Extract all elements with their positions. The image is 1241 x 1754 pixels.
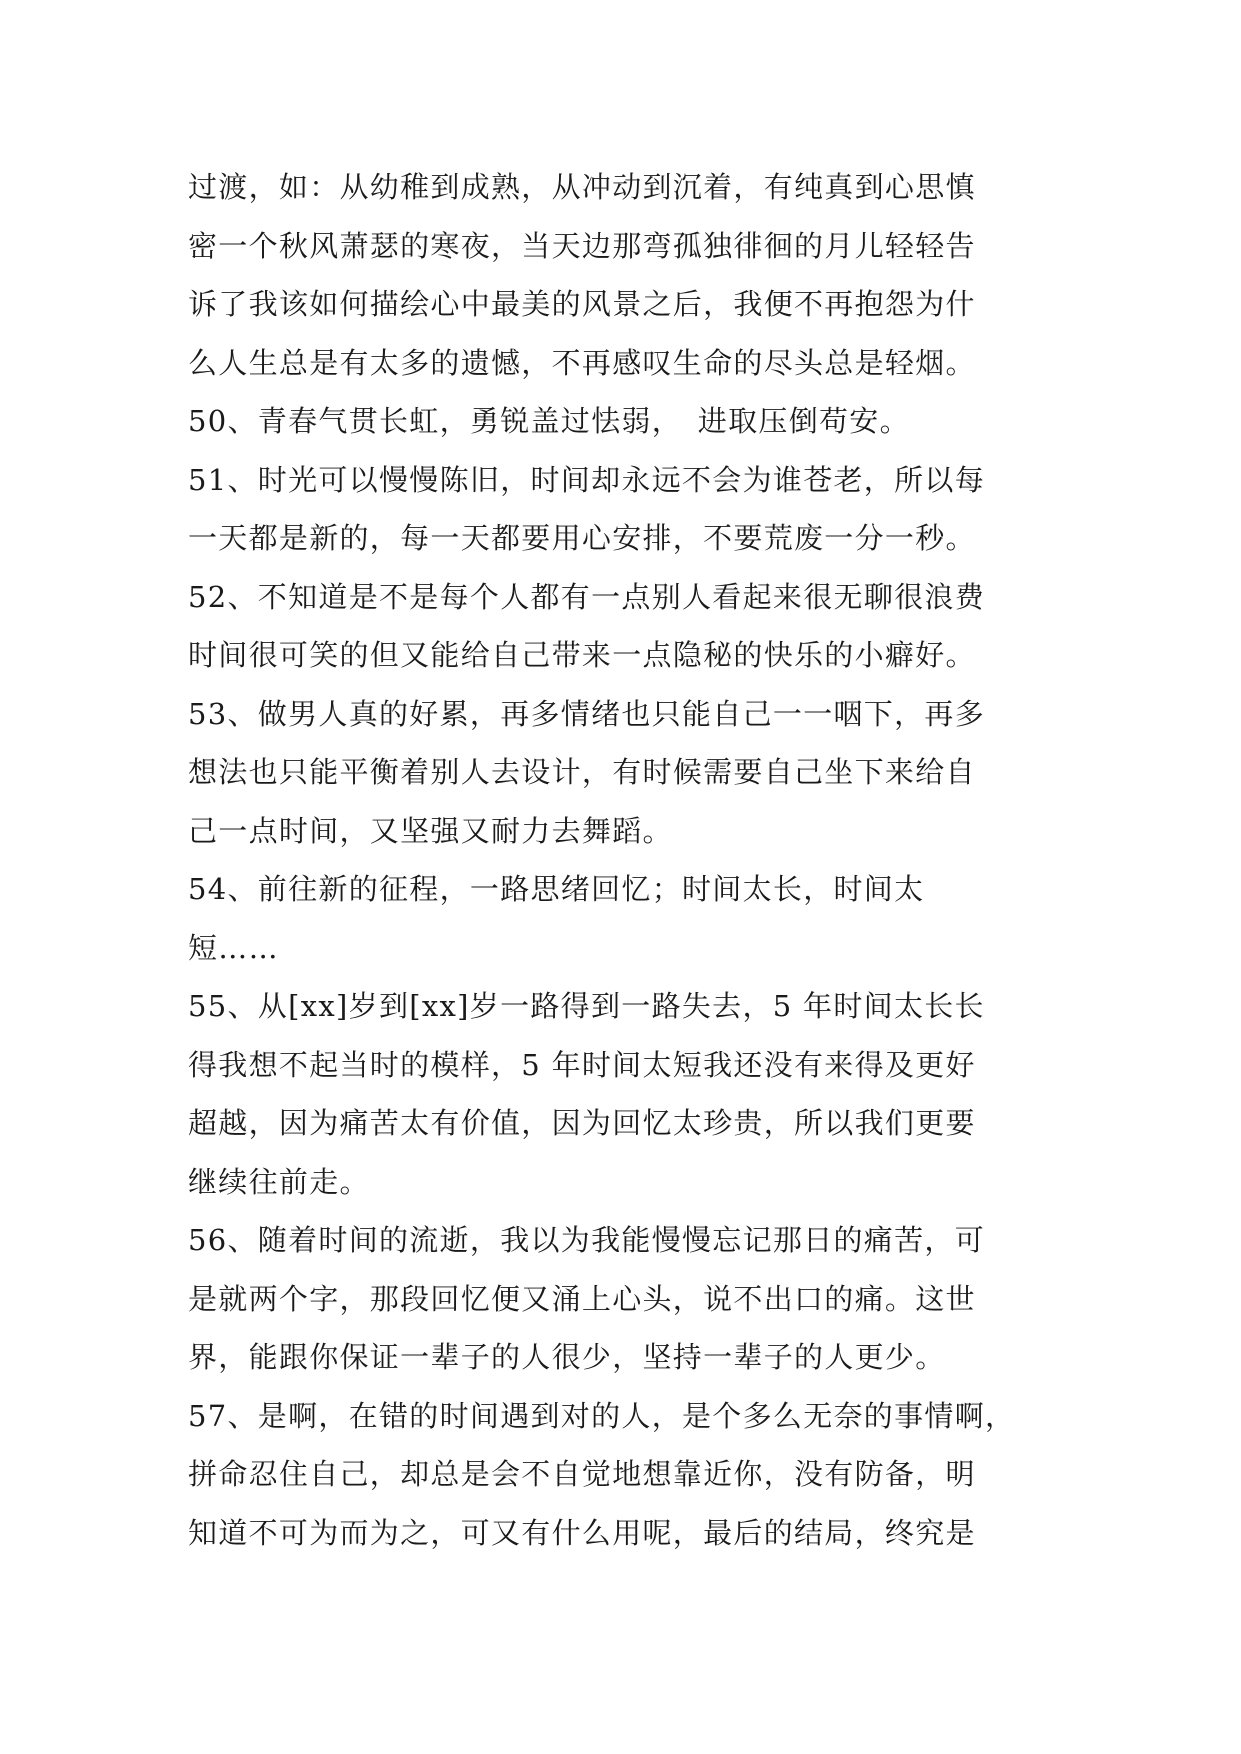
text-line: 诉了我该如何描绘心中最美的风景之后，我便不再抱怨为什	[188, 287, 976, 321]
text-line: 界，能跟你保证一辈子的人很少，坚持一辈子的人更少。	[188, 1340, 946, 1374]
text-line: 知道不可为而为之，可又有什么用呢，最后的结局，终究是	[188, 1515, 976, 1550]
text-line: 过渡，如：从幼稚到成熟，从冲动到沉着，有纯真到心思慎	[188, 170, 976, 204]
text-line: 时间很可笑的但又能给自己带来一点隐秘的快乐的小癖好。	[188, 638, 976, 672]
text-line: 己一点时间，又坚强又耐力去舞蹈。	[188, 813, 673, 848]
document-body	[188, 158, 1068, 1562]
text-line: 继续往前走。	[188, 1164, 370, 1199]
text-line: 么人生总是有太多的遗憾，不再感叹生命的尽头总是轻烟。	[188, 345, 976, 380]
text-line: 超越，因为痛苦太有价值，因为回忆太珍贵，所以我们更要	[188, 1106, 976, 1140]
text-line: 是就两个字，那段回忆便又涌上心头，说不出口的痛。这世	[188, 1281, 976, 1316]
text-line: 53、做男人真的好累，再多情绪也只能自己一一咽下，再多	[188, 696, 986, 731]
text-line: 50、青春气贯长虹，勇锐盖过怯弱， 进取压倒苟安。	[188, 404, 910, 438]
text-line: 57、是啊，在错的时间遇到对的人，是个多么无奈的事情啊，	[188, 1398, 1016, 1433]
text-line: 54、前往新的征程，一路思绪回忆；时间太长，时间太	[188, 872, 925, 906]
text-line: 52、不知道是不是每个人都有一点别人看起来很无聊很浪费	[188, 579, 986, 614]
text-line: 密一个秋风萧瑟的寒夜，当天边那弯孤独徘徊的月儿轻轻告	[188, 228, 976, 263]
text-line: 一天都是新的，每一天都要用心安排，不要荒废一分一秒。	[188, 521, 976, 555]
text-line: 想法也只能平衡着别人去设计，有时候需要自己坐下来给自	[188, 755, 976, 789]
text-line: 56、随着时间的流逝，我以为我能慢慢忘记那日的痛苦，可	[188, 1223, 986, 1257]
text-line: 55、从[xx]岁到[xx]岁一路得到一路失去，5 年时间太长长	[188, 989, 985, 1023]
text-line: 得我想不起当时的模样，5 年时间太短我还没有来得及更好	[188, 1047, 976, 1082]
text-line: 51、时光可以慢慢陈旧，时间却永远不会为谁苍老，所以每	[188, 462, 986, 497]
text-line: 拼命忍住自己，却总是会不自觉地想靠近你，没有防备，明	[188, 1457, 976, 1491]
text-line: 短……	[188, 930, 279, 965]
